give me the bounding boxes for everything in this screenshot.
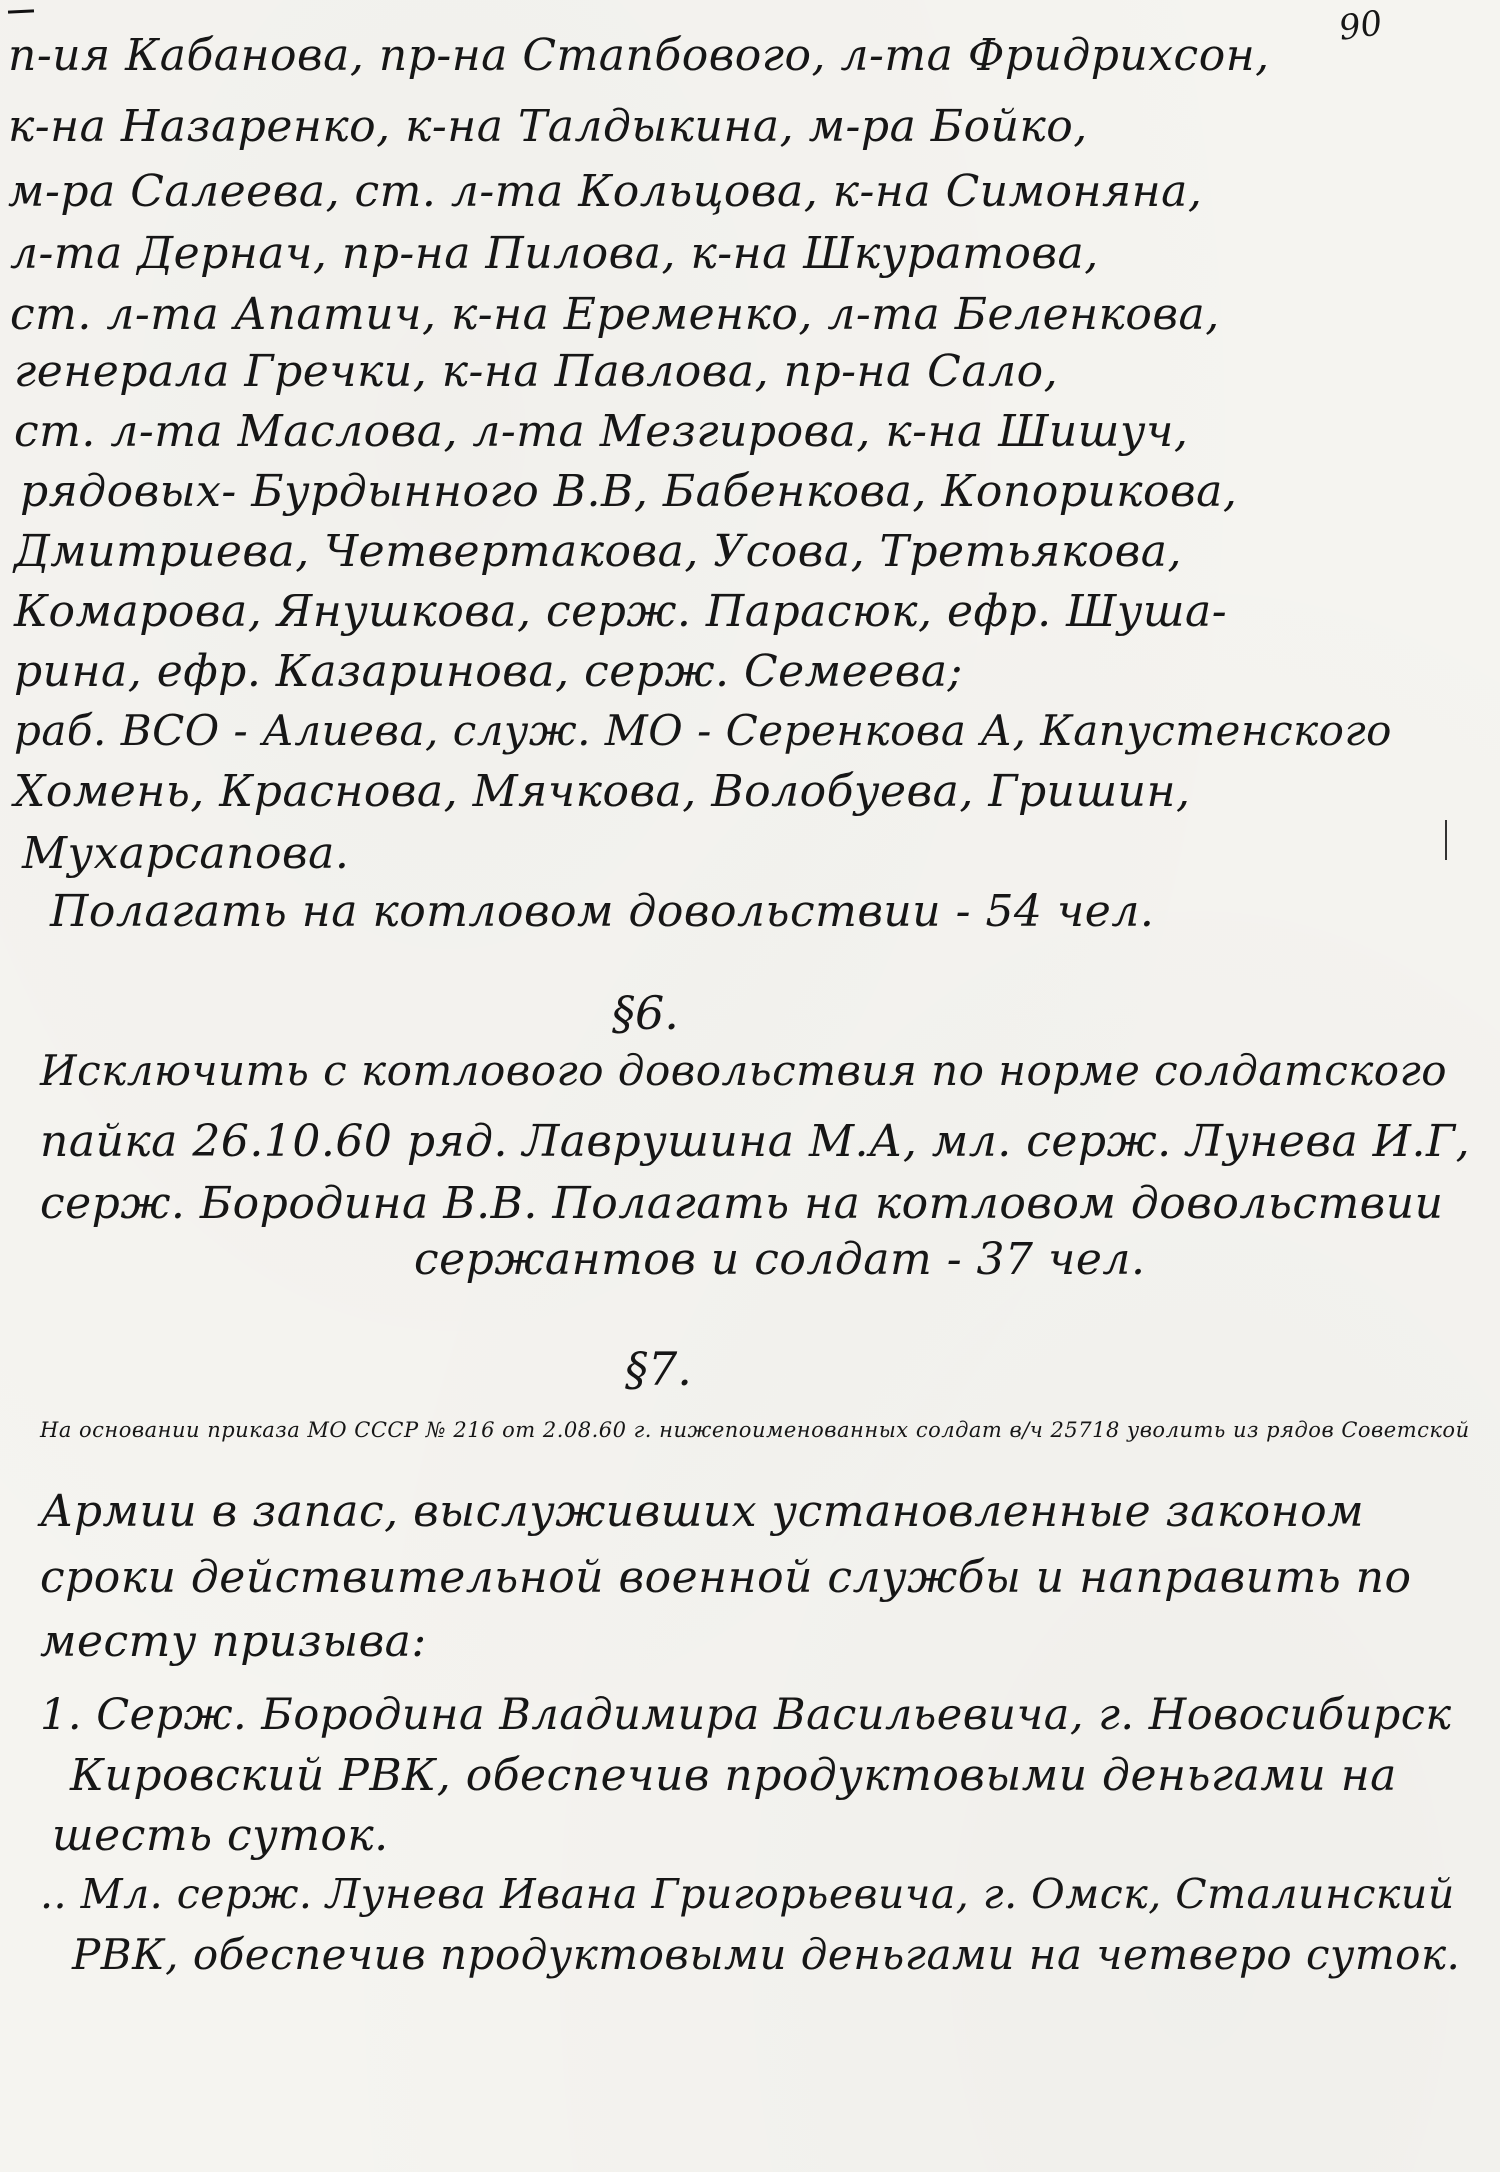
text-line: серж. Бородина В.В. Полагать на котловом довольствии (40, 1178, 1444, 1229)
text-line: Исключить с котлового довольствия по норме солдатского (40, 1046, 1448, 1095)
text-line: л-та Дернач, пр-на Пилова, к-на Шкуратова, (10, 228, 1099, 279)
text-line: генерала Гречки, к-на Павлова, пр-на Сало, (14, 346, 1059, 397)
text-line: рядовых- Бурдынного В.В, Бабенкова, Копорикова, (20, 466, 1238, 517)
text-line: .. Мл. серж. Лунева Ивана Григорьевича, г. Омск, Сталинский (40, 1870, 1455, 1918)
text-line: п-ия Кабанова, пр-на Стапбового, л-та Фридрихсон, (8, 30, 1270, 81)
text-line: сроки действительной военной службы и направить по (40, 1552, 1412, 1603)
text-line: Мухарсапова. (22, 828, 350, 879)
text-line: ст. л-та Маслова, л-та Мезгирова, к-на Шишуч, (14, 406, 1189, 457)
text-line: Кировский РВК, обеспечив продуктовыми деньгами на (70, 1750, 1397, 1801)
text-line: РВК, обеспечив продуктовыми деньгами на четверо суток. (72, 1930, 1461, 1979)
text-line: ст. л-та Апатич, к-на Еременко, л-та Беленкова, (10, 289, 1220, 340)
section-7-heading: §7. (625, 1342, 692, 1396)
text-line: к-на Назаренко, к-на Талдыкина, м-ра Бойко, (8, 101, 1088, 152)
text-line: Комарова, Янушкова, серж. Парасюк, ефр. Шуша- (14, 586, 1228, 637)
text-line: шесть суток. (52, 1810, 389, 1861)
text-line: раб. ВСО - Алиева, служ. МО - Серенкова А, Капустенского (14, 706, 1392, 755)
text-line: месту призыва: (40, 1616, 427, 1667)
text-line: 1. Серж. Бородина Владимира Васильевича, г. Новосибирск (40, 1690, 1452, 1740)
corner-mark (8, 9, 34, 13)
page-number: 90 (1336, 3, 1385, 49)
text-line: Дмитриева, Четвертакова, Усова, Третьякова, (14, 526, 1182, 577)
text-line: м-ра Салеева, ст. л-та Кольцова, к-на Симоняна, (8, 166, 1203, 217)
text-line: рина, ефр. Казаринова, серж. Семеева; (14, 646, 963, 697)
text-line: Полагать на котловом довольствии - 54 чел. (50, 886, 1155, 937)
text-line: Армии в запас, выслуживших установленные законом (40, 1486, 1365, 1537)
section-6-heading: §6. (612, 986, 679, 1040)
text-line: На основании приказа МО СССР № 216 от 2.08.60 г. нижепоименованных солдат в/ч 25718 уволить из рядов Советской (40, 1418, 1470, 1442)
margin-mark (1445, 820, 1447, 860)
text-line: сержантов и солдат - 37 чел. (414, 1234, 1146, 1285)
text-line: пайка 26.10.60 ряд. Лаврушина М.А, мл. серж. Лунева И.Г, (40, 1116, 1471, 1167)
text-line: Хомень, Краснова, Мячкова, Волобуева, Гришин, (14, 766, 1191, 817)
